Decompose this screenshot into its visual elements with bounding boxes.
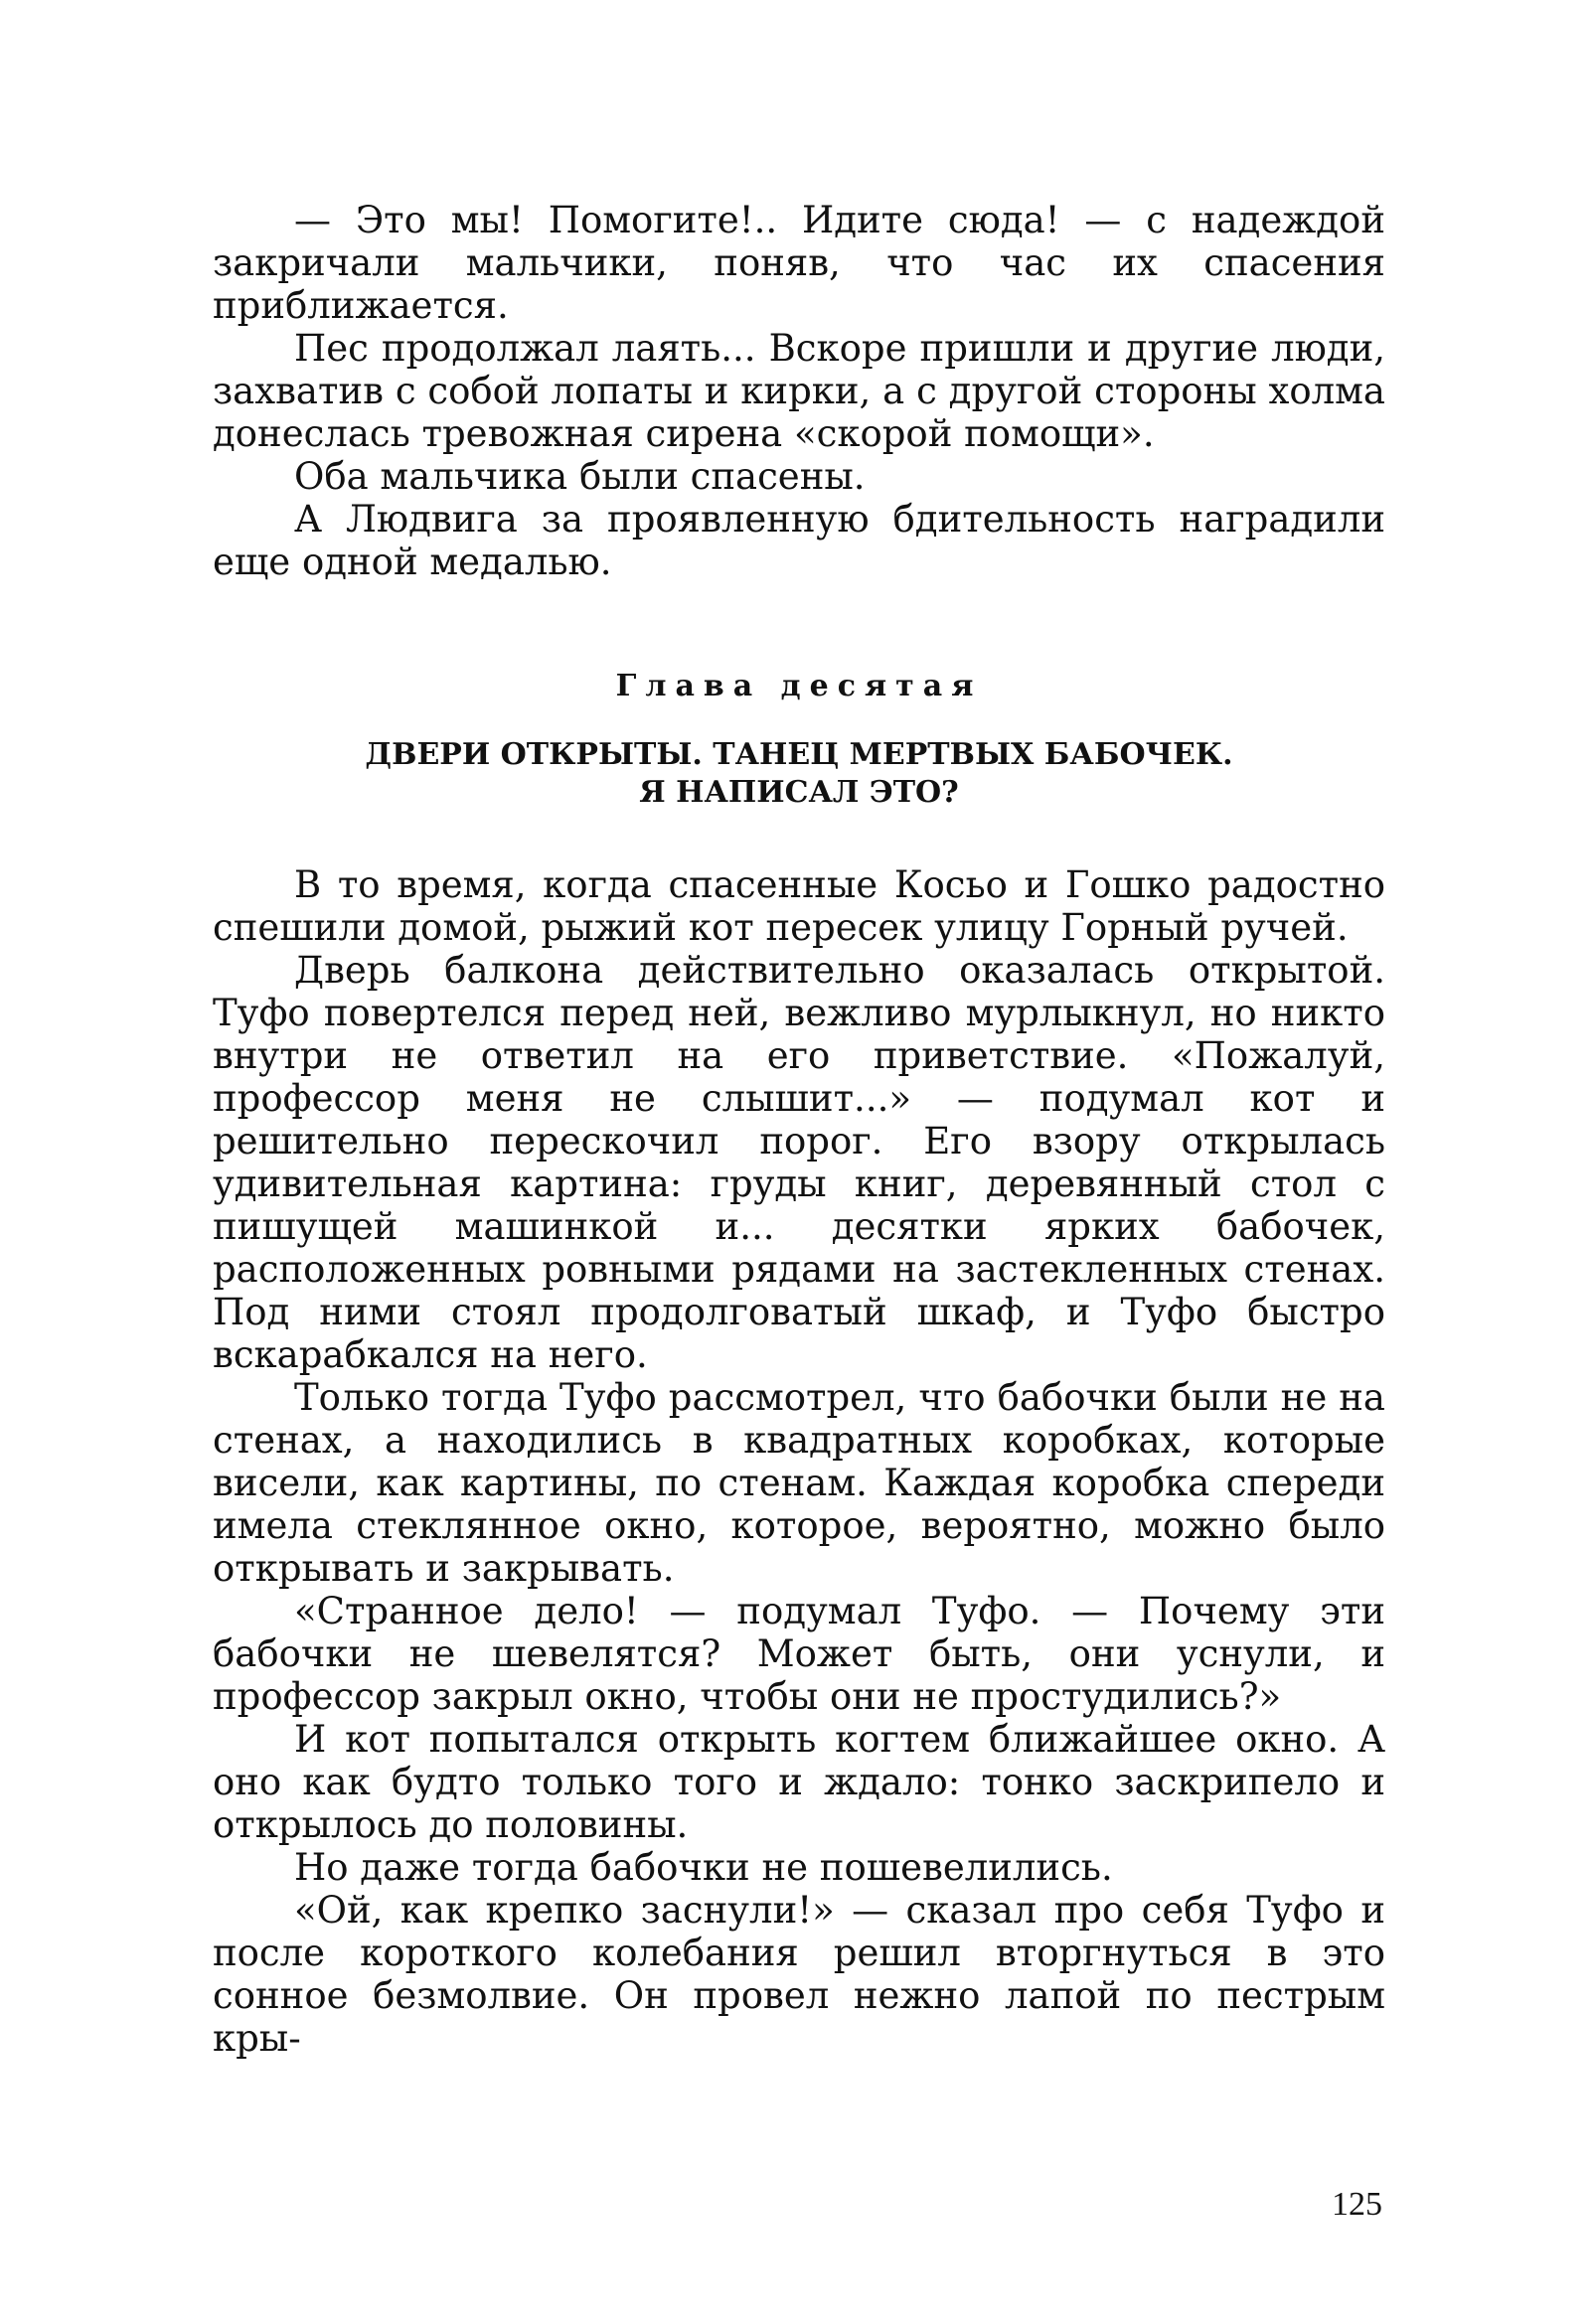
paragraph: В то время, когда спасенные Косьо и Гошко радостно спешили домой, рыжий кот пересек улицу Горный ручей.	[213, 863, 1385, 949]
paragraph: «Ой, как крепко заснули!» — сказал про себя Туфо и после короткого колебания решил вторгнуться в это сонное безмолвие. Он провел нежно лапой по пестрым кры-	[213, 1889, 1385, 2060]
chapter-title-line: ДВЕРИ ОТКРЫТЫ. ТАНЕЦ МЕРТВЫХ БАБОЧЕК.	[365, 737, 1233, 772]
paragraph: — Это мы! Помогите!.. Идите сюда! — с надеждой закричали мальчики, поняв, что час их спасения приближается.	[213, 199, 1385, 327]
chapter-heading	[213, 667, 1385, 812]
chapter-title-line: Я НАПИСАЛ ЭТО?	[639, 775, 959, 810]
chapter-label: Глава десятая	[615, 669, 983, 703]
paragraph: Но даже тогда бабочки не пошевелились.	[294, 1846, 1113, 1889]
paragraph: Оба мальчика были спасены.	[294, 455, 866, 498]
paragraph: Дверь балкона действительно оказалась открытой. Туфо повертелся перед ней, вежливо мурлыкнул, но никто внутри не ответил на его приветствие. «Пожалуй, профессор меня не слышит...» — подумал кот и решительно перескочил порог. Его взору открылась удивительная картина: груды книг, деревянный стол с пишущей машинкой и... десятки ярких бабочек, расположенных ровными рядами на застекленных стенах. Под ними стоял продолговатый шкаф, и Туфо быстро вскарабкался на него.	[213, 949, 1385, 1376]
chapter-title	[213, 736, 1385, 812]
paragraph: А Людвига за проявленную бдительность наградили еще одной медалью.	[213, 498, 1385, 583]
paragraph: Только тогда Туфо рассмотрел, что бабочки были не на стенах, а находились в квадратных коробках, которые висели, как картины, по стенам. Каждая коробка спереди имела стеклянное окно, которое, вероятно, можно было открывать и закрывать.	[213, 1376, 1385, 1590]
paragraph: Пес продолжал лаять... Вскоре пришли и другие люди, захватив с собой лопаты и кирки, а с другой стороны холма донеслась тревожная сирена «скорой помощи».	[213, 327, 1385, 455]
book-page	[213, 199, 1385, 2060]
paragraph: И кот попытался открыть когтем ближайшее окно. А оно как будто только того и ждало: тонко заскрипело и открылось до половины.	[213, 1718, 1385, 1846]
paragraph: «Странное дело! — подумал Туфо. — Почему эти бабочки не шевелятся? Может быть, они уснули, и профессор закрыл окно, чтобы они не простудились?»	[213, 1590, 1385, 1718]
top-text-block	[213, 199, 1385, 583]
page-number: 125	[1332, 2186, 1382, 2223]
chapter-text-block	[213, 863, 1385, 2060]
